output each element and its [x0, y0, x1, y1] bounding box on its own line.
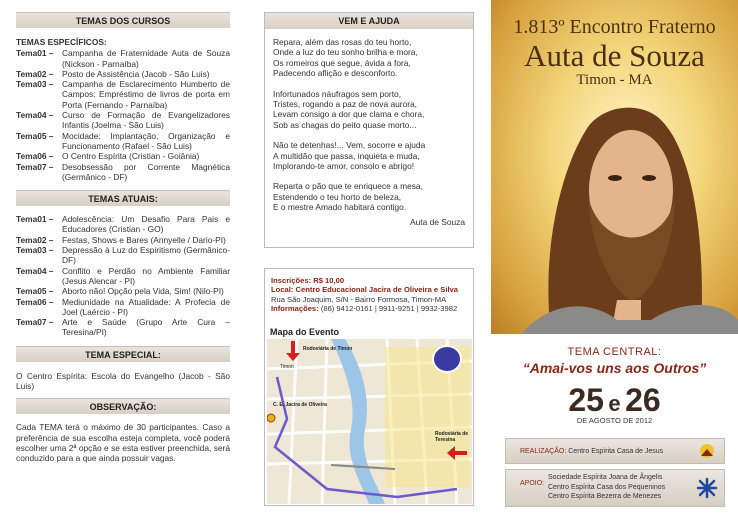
tema-number: Tema07 – [16, 317, 54, 328]
tema-description: Curso de Formação de Evangelizadores Infantis (Joelma - São Luis) [62, 110, 230, 131]
tema-description: Depressão à Luz do Espiritismo (Germânico-DF) [62, 245, 230, 266]
poem-header: VEM E AJUDA [265, 13, 473, 29]
courses-column [16, 12, 230, 464]
apoio-name: Centro Espírita Casa dos Pequeninos [548, 483, 666, 491]
realizacao-label: REALIZAÇÃO: [520, 448, 567, 455]
day-1: 25 [568, 382, 604, 418]
poem-box [264, 12, 474, 248]
map-label-rodoviaria-timon: Rodoviária de Timon [303, 346, 353, 352]
tema-number: Tema04 – [16, 265, 54, 276]
tema-item [16, 69, 230, 79]
tema-number: Tema02 – [16, 234, 54, 245]
poem-stanza: Repara, além das rosas do teu horto, Onde a luz do teu sonho brilha e mora, Os romeiros que segue, ávida a fora, Padecendo aflição e desconforto. [273, 37, 418, 79]
inscricoes-value: R$ 10,00 [313, 276, 345, 285]
especificos-list [16, 48, 230, 182]
map-label-timon: Timon [280, 364, 294, 370]
tema-item [16, 317, 230, 338]
tema-number: Tema03 – [16, 245, 54, 256]
day-2: 26 [625, 382, 661, 418]
tema-item [16, 79, 230, 110]
date-month-year: DE AGOSTO DE 2012 [576, 416, 653, 425]
event-info-box [264, 268, 474, 506]
tema-number: Tema06 – [16, 151, 54, 162]
tema-item [16, 151, 230, 161]
tema-item [16, 286, 230, 296]
tema-description: Conflito e Perdão no Ambiente Familiar (Jesus Alencar - PI) [62, 265, 230, 286]
tema-description: Arte e Saúde (Grupo Arte Cura – Teresina/PI) [62, 317, 230, 338]
informacoes-label: Informações: [271, 304, 319, 314]
tema-number: Tema05 – [16, 130, 54, 141]
mapa-title: Mapa do Evento [270, 327, 340, 337]
event-title: Auta de Souza [524, 38, 705, 73]
tema-description: O Centro Espírita (Cristian - Goiânia) [62, 151, 200, 162]
realizacao-line [520, 448, 663, 455]
tema-item [16, 297, 230, 318]
poem-body [265, 29, 473, 227]
tema-item [16, 162, 230, 183]
tema-number: Tema01 – [16, 48, 54, 59]
tema-item [16, 235, 230, 245]
event-dates [491, 382, 738, 419]
inscricoes-label: Inscrições: [271, 276, 312, 285]
tema-item [16, 48, 230, 69]
especificos-label: TEMAS ESPECÍFICOS: [16, 37, 107, 47]
cover-panel [491, 0, 738, 524]
apoio-label: APOIO: [520, 480, 545, 487]
tema-number: Tema03 – [16, 79, 54, 90]
tema-number: Tema01 – [16, 214, 54, 225]
apoio-name: Sociedade Espírita Joana de Ângelis [548, 474, 663, 481]
tema-description: Posto de Assistência (Jacob - São Luis) [62, 68, 210, 79]
poem-stanza: Reparta o pão que te enriquece a mesa, Estendendo o teu horto de beleza, E o mestre Amado habitará contigo. [273, 181, 423, 213]
tema-especial-header: TEMA ESPECIAL: [16, 346, 230, 362]
tema-item [16, 266, 230, 287]
tema-description: Mediunidade na Atualidade: A Profecia de Joel (Laércio - PI) [62, 296, 230, 317]
event-info [265, 269, 473, 314]
tema-description: Aborto não! Opção pela Vida, Sim! (Nilo-PI) [62, 286, 224, 297]
tema-description: Campanha de Esclarecimento Humberto de Campos: Empréstimo de livros de porta em Porta (Fernando - Parnaíba) [62, 79, 230, 110]
event-city: Timon - MA [576, 72, 653, 88]
map-label-rodoviaria-teresina: Rodoviária de Teresina [435, 431, 469, 443]
realizacao-value: Centro Espírita Casa de Jesus [568, 448, 664, 455]
casa-de-jesus-logo-icon [696, 441, 718, 463]
event-map[interactable] [267, 339, 472, 504]
tema-number: Tema07 – [16, 161, 54, 172]
observacao-header: OBSERVAÇÃO: [16, 398, 230, 414]
poem-author: Auta de Souza [410, 216, 465, 227]
temas-atuais-header: TEMAS ATUAIS: [16, 190, 230, 206]
tema-number: Tema05 – [16, 286, 54, 297]
tema-description: Desobsessão por Corrente Magnética (Germânico - DF) [62, 161, 230, 182]
tema-description: Festas, Shows e Bares (Annyelle / Dario-PI) [62, 234, 226, 245]
tema-description: Mocidade: Implantação, Organização e Funcionamento (Rafael - São Luis) [62, 130, 230, 151]
tema-number: Tema06 – [16, 296, 54, 307]
event-edition: 1.813º Encontro Fraterno [513, 16, 716, 38]
tema-item [16, 214, 230, 235]
apoio-names [548, 473, 665, 502]
tema-number: Tema04 – [16, 110, 54, 121]
local-label: Local: [271, 285, 294, 295]
poem-stanza: Infortunados náufragos sem porto, Tristes, rogando a paz de nova aurora, Levam consigo a dor que clama e chora, Sob as chagas do peito quase morto... [273, 88, 425, 130]
tema-especial-text: O Centro Espírita: Escola do Evangelho (Jacob - São Luis) [16, 370, 230, 392]
endereco: Rua São Joaquim, S/N - Bairro Formosa, Timon-MA [271, 294, 447, 304]
tema-central-label: TEMA CENTRAL: [567, 346, 662, 358]
apoio-panel [505, 469, 725, 507]
tema-central: “Amai-vos uns aos Outros” [522, 360, 707, 376]
realizacao-panel [505, 438, 725, 464]
tema-item [16, 131, 230, 152]
tema-number: Tema02 – [16, 68, 54, 79]
poem-stanza: Não te detenhas!... Vem, socorre e ajuda A multidão que passa, inquieta e muda, Implorando-te amor, consolo e abrigo! [273, 140, 426, 172]
informacoes-value: (86) 9412-0161 | 9911-9251 | 9932-3982 [320, 304, 458, 314]
tema-description: Campanha de Fraternidade Auta de Souza (Nickson - Parnaíba) [62, 48, 230, 69]
observacao-text: Cada TEMA terá o máximo de 30 participantes. Caso a preferência de sua escolha esteja completa, você poderá escolher uma 2ª opção e se esta estiver preenchida, será conduzido para a que ainda possuir vagas. [16, 422, 230, 464]
apoio-name: Centro Espírita Bezerra de Menezes [548, 493, 662, 500]
tema-description: Adolescência: Um Desafio Para Pais e Educadores (Cristian - GO) [62, 214, 230, 235]
tema-item [16, 245, 230, 266]
hero-image [491, 0, 738, 334]
event-logo-icon [432, 345, 462, 373]
temas-cursos-header: TEMAS DOS CURSOS [16, 12, 230, 28]
atuais-list [16, 214, 230, 338]
local-value: Centro Educacional Jacira de Oliveira e Silva [295, 285, 458, 295]
apoio-logo-icon [696, 477, 718, 499]
date-connector: e [608, 391, 621, 416]
map-label-escola: C. E. Jacira de Oliveira [273, 402, 327, 408]
tema-item [16, 110, 230, 131]
